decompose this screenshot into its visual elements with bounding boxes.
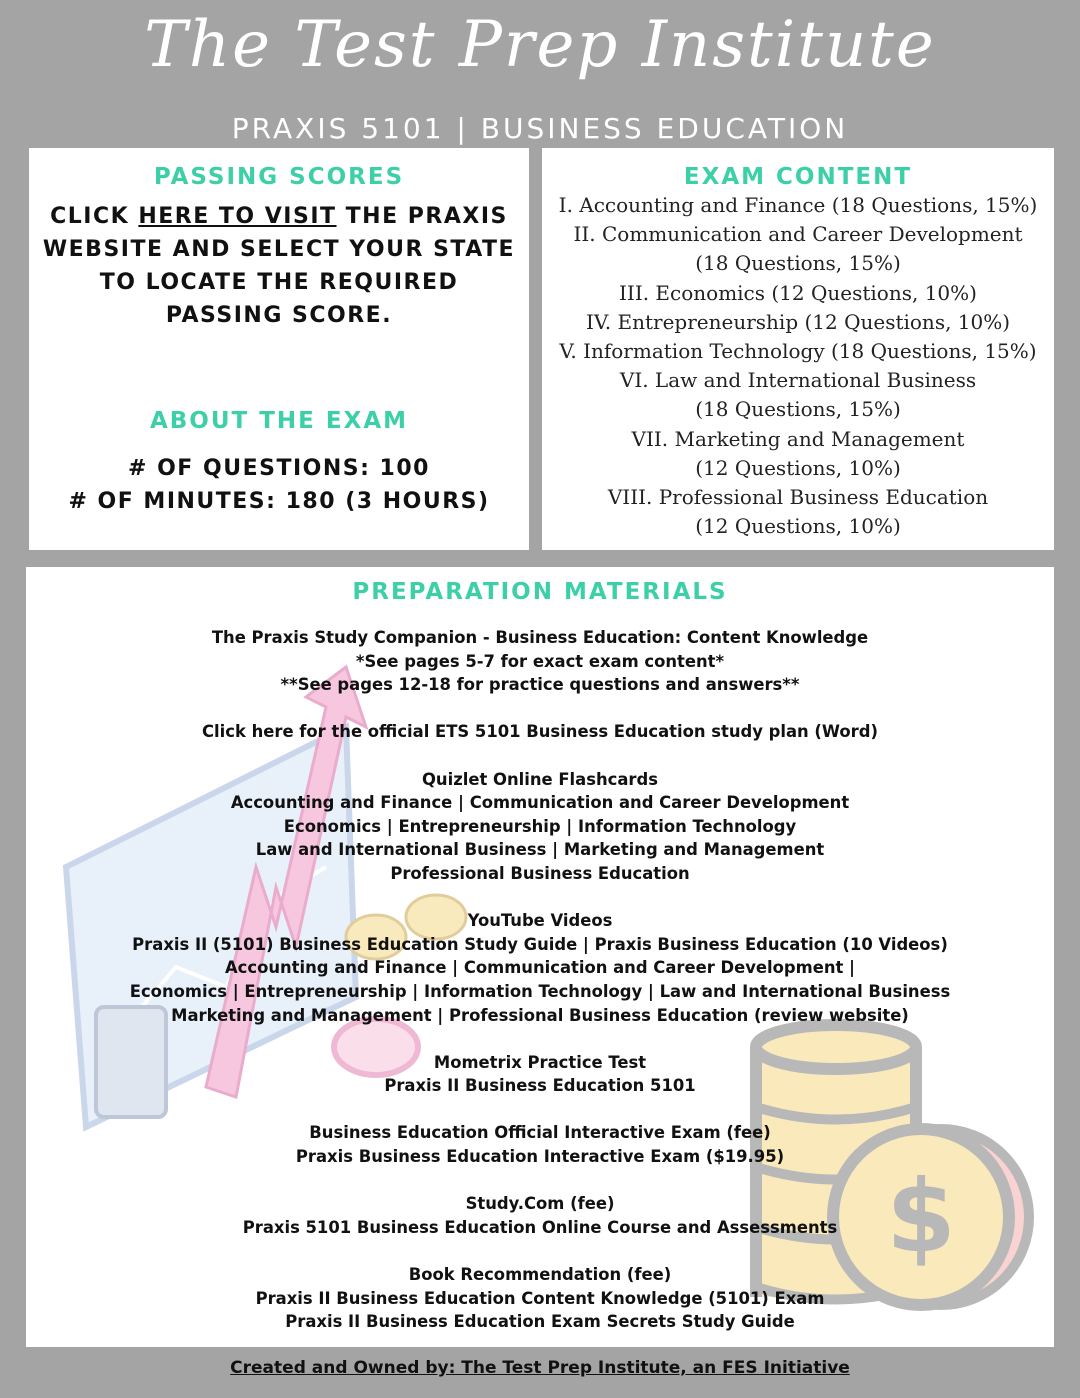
exam-content-line: (18 Questions, 15%)	[695, 251, 901, 276]
preparation-panel	[26, 567, 1054, 1347]
spacer	[26, 697, 1054, 721]
text-line-2: WEBSITE AND SELECT YOUR STATE	[42, 237, 516, 262]
resource-link[interactable]: Accounting and Finance | Communication and Career Development	[230, 793, 850, 813]
footer-credit: Created and Owned by: The Test Prep Institute, an FES Initiative	[230, 1358, 850, 1378]
exam-content-heading: EXAM CONTENT	[683, 164, 913, 190]
question-count: # OF QUESTIONS: 100	[128, 456, 430, 481]
resource-text: Business Education Official Interactive Exam (fee)	[309, 1123, 771, 1143]
preparation-list	[26, 626, 1054, 1334]
spacer	[26, 1239, 1054, 1263]
spacer	[26, 886, 1054, 910]
text-line-3: TO LOCATE THE REQUIRED	[99, 270, 459, 295]
resource-link[interactable]: Praxis Business Education Interactive Exam ($19.95)	[295, 1147, 785, 1167]
page-subtitle: PRAXIS 5101 | BUSINESS EDUCATION	[231, 112, 849, 145]
resource-text: Mometrix Practice Test	[433, 1052, 647, 1072]
text-before: CLICK	[50, 204, 139, 229]
resource-link[interactable]: Praxis II Business Education 5101	[384, 1076, 696, 1096]
resource-link[interactable]: Economics | Entrepreneurship | Information Technology	[283, 816, 797, 836]
exam-content-line: IV. Entrepreneurship (12 Questions, 10%)	[585, 309, 1011, 334]
resource-link[interactable]: The Praxis Study Companion - Business Education: Content Knowledge	[211, 628, 869, 647]
resource-link[interactable]: Accounting and Finance | Communication and Career Development |	[224, 958, 856, 978]
exam-content-line: (18 Questions, 15%)	[695, 397, 901, 422]
resource-link[interactable]: Click here for the official ETS 5101 Business Education study plan (Word)	[202, 722, 878, 742]
exam-content-line: V. Information Technology (18 Questions, 15%)	[559, 339, 1037, 364]
exam-content-line: (12 Questions, 10%)	[695, 455, 901, 480]
resource-link[interactable]: Praxis II Business Education Exam Secrets Study Guide	[285, 1312, 795, 1332]
resource-text: *See pages 5-7 for exact exam content*	[355, 651, 725, 671]
page-title: The Test Prep Institute	[144, 8, 936, 82]
spacer	[26, 1027, 1054, 1051]
text-after: THE PRAXIS	[336, 204, 508, 229]
resource-text: Quizlet Online Flashcards	[421, 769, 658, 789]
resource-link[interactable]: Praxis II Business Education Content Knowledge (5101) Exam	[255, 1288, 825, 1308]
svg-text:$: $	[886, 1158, 956, 1275]
resource-link[interactable]: Professional Business Education	[390, 863, 690, 883]
praxis-website-link[interactable]: HERE TO VISIT	[138, 204, 337, 229]
spacer	[26, 744, 1054, 768]
passing-scores-panel	[29, 148, 529, 550]
exam-content-panel	[542, 148, 1054, 550]
passing-scores-heading: PASSING SCORES	[153, 164, 405, 190]
exam-content-line: III. Economics (12 Questions, 10%)	[619, 280, 977, 305]
about-exam-heading: ABOUT THE EXAM	[149, 408, 409, 434]
resource-text: YouTube Videos	[467, 911, 613, 931]
resource-text: Study.Com (fee)	[465, 1194, 615, 1214]
about-exam-details	[29, 452, 529, 518]
exam-content-line: II. Communication and Career Development	[573, 222, 1023, 247]
text-line-4: PASSING SCORE.	[165, 303, 393, 328]
exam-content-line: VII. Marketing and Management	[631, 426, 965, 451]
preparation-heading: PREPARATION MATERIALS	[352, 579, 728, 605]
resource-text: Book Recommendation (fee)	[408, 1265, 672, 1285]
resource-link[interactable]: Praxis 5101 Business Education Online Course and Assessments	[242, 1217, 838, 1237]
exam-content-line: (12 Questions, 10%)	[695, 514, 901, 539]
spacer	[26, 1169, 1054, 1193]
exam-content-list	[542, 191, 1054, 541]
resource-text: **See pages 12-18 for practice questions and answers**	[280, 675, 800, 695]
minute-count: # OF MINUTES: 180 (3 HOURS)	[68, 489, 490, 514]
resource-link[interactable]: Economics | Entrepreneurship | Information Technology | Law and International Business	[129, 981, 951, 1001]
spacer	[26, 1098, 1054, 1122]
exam-content-line: VIII. Professional Business Education	[607, 485, 989, 510]
exam-content-line: VI. Law and International Business	[619, 368, 977, 393]
exam-content-line: I. Accounting and Finance (18 Questions, 15%)	[558, 193, 1038, 217]
passing-scores-text	[29, 200, 529, 332]
resource-link[interactable]: Marketing and Management | Professional Business Education (review website)	[171, 1005, 909, 1025]
resource-link[interactable]: Law and International Business | Marketing and Management	[255, 840, 825, 860]
resource-link[interactable]: Praxis II (5101) Business Education Study Guide | Praxis Business Education (10 Videos)	[132, 934, 948, 954]
